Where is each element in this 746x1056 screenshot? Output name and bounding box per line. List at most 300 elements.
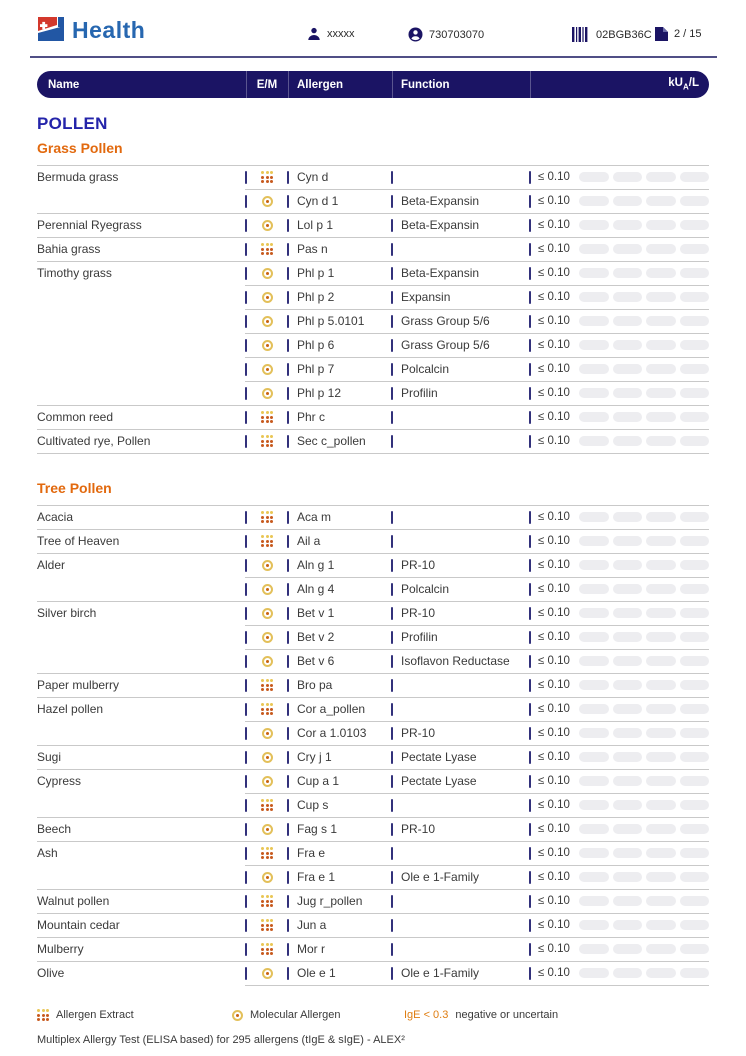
- em-cell: [249, 196, 285, 207]
- column-divider: [287, 195, 289, 208]
- column-divider: [287, 583, 289, 596]
- column-divider: [529, 435, 531, 448]
- row-function: PR-10: [401, 558, 436, 572]
- value-scale: [579, 316, 709, 326]
- column-divider: [245, 871, 247, 884]
- table-row: [37, 769, 709, 793]
- scale-segment: [646, 896, 676, 906]
- molecular-allergen-icon: [232, 1010, 243, 1021]
- allergen-extract-icon: [261, 511, 273, 523]
- row-allergen: Aln g 4: [297, 582, 335, 596]
- em-cell: [249, 679, 285, 691]
- scale-segment: [680, 608, 710, 618]
- table-end-line: [37, 453, 709, 454]
- em-cell: [249, 292, 285, 303]
- column-divider: [391, 967, 393, 980]
- table-row: [37, 577, 709, 601]
- scale-segment: [613, 584, 643, 594]
- row-allergen: Ail a: [297, 534, 321, 548]
- column-divider: [391, 823, 393, 836]
- column-divider: [245, 195, 247, 208]
- column-divider: [391, 559, 393, 572]
- scale-segment: [646, 340, 676, 350]
- em-cell: [249, 799, 285, 811]
- column-divider: [287, 387, 289, 400]
- column-divider: [391, 679, 393, 692]
- scale-segment: [579, 172, 609, 182]
- scale-segment: [613, 728, 643, 738]
- em-cell: [249, 847, 285, 859]
- value-scale: [579, 896, 709, 906]
- column-divider: [245, 943, 247, 956]
- molecular-allergen-icon: [262, 656, 273, 667]
- molecular-allergen-icon: [262, 316, 273, 327]
- table-row: [37, 913, 709, 937]
- scale-segment: [579, 824, 609, 834]
- molecular-allergen-icon: [262, 560, 273, 571]
- value-scale: [579, 608, 709, 618]
- scale-segment: [579, 848, 609, 858]
- em-cell: [249, 411, 285, 423]
- em-cell: [249, 435, 285, 447]
- column-divider: [529, 219, 531, 232]
- column-divider: [391, 535, 393, 548]
- column-divider: [245, 847, 247, 860]
- row-value: ≤ 0.10: [538, 775, 570, 787]
- scale-segment: [680, 824, 710, 834]
- column-divider: [391, 895, 393, 908]
- row-function: PR-10: [401, 606, 436, 620]
- scale-segment: [579, 536, 609, 546]
- header-separator: [530, 71, 531, 98]
- col-allergen: Allergen: [297, 78, 344, 91]
- row-name: Silver birch: [37, 606, 97, 620]
- value-scale: [579, 632, 709, 642]
- column-divider: [391, 511, 393, 524]
- em-cell: [249, 728, 285, 739]
- row-function: Beta-Expansin: [401, 266, 480, 280]
- row-allergen: Phl p 5.0101: [297, 314, 365, 328]
- molecular-allergen-icon: [262, 968, 273, 979]
- section-title: Tree Pollen: [37, 480, 112, 496]
- page-indicator: 2 / 15: [674, 28, 702, 40]
- table-row: [37, 793, 709, 817]
- scale-segment: [646, 512, 676, 522]
- column-divider: [391, 943, 393, 956]
- row-value: ≤ 0.10: [538, 171, 570, 183]
- em-cell: [249, 243, 285, 255]
- molecular-allergen-icon: [262, 776, 273, 787]
- column-divider: [529, 267, 531, 280]
- row-name: Timothy grass: [37, 266, 112, 280]
- column-divider: [287, 919, 289, 932]
- row-value: ≤ 0.10: [538, 607, 570, 619]
- scale-segment: [680, 704, 710, 714]
- molecular-allergen-icon: [262, 292, 273, 303]
- column-divider: [245, 559, 247, 572]
- scale-segment: [680, 872, 710, 882]
- scale-segment: [579, 560, 609, 570]
- em-cell: [249, 703, 285, 715]
- scale-segment: [579, 704, 609, 714]
- column-divider: [245, 535, 247, 548]
- row-allergen: Aca m: [297, 510, 332, 524]
- table-row: [37, 937, 709, 961]
- row-allergen: Cor a 1.0103: [297, 726, 367, 740]
- brand-logo: [37, 15, 145, 43]
- row-value: ≤ 0.10: [538, 655, 570, 667]
- column-divider: [391, 727, 393, 740]
- column-divider: [529, 315, 531, 328]
- scale-segment: [613, 172, 643, 182]
- column-divider: [529, 631, 531, 644]
- table-row: [37, 625, 709, 649]
- scale-segment: [579, 944, 609, 954]
- table-row: [37, 213, 709, 237]
- em-cell: [249, 895, 285, 907]
- legend-ige-note: negative or uncertain: [455, 1009, 559, 1021]
- column-divider: [529, 171, 531, 184]
- column-divider: [287, 411, 289, 424]
- row-name: Tree of Heaven: [37, 534, 120, 548]
- column-divider: [287, 847, 289, 860]
- page-header: [0, 0, 746, 59]
- column-divider: [245, 363, 247, 376]
- scale-segment: [613, 220, 643, 230]
- table-row: [37, 357, 709, 381]
- column-divider: [529, 967, 531, 980]
- report-body: [37, 114, 709, 986]
- table-row: [37, 601, 709, 625]
- row-function: PR-10: [401, 822, 436, 836]
- column-divider: [391, 799, 393, 812]
- scale-segment: [646, 436, 676, 446]
- column-divider: [287, 895, 289, 908]
- scale-segment: [646, 632, 676, 642]
- column-divider: [529, 559, 531, 572]
- row-allergen: Bet v 2: [297, 630, 335, 644]
- row-allergen: Bet v 6: [297, 654, 335, 668]
- scale-segment: [579, 292, 609, 302]
- column-divider: [287, 363, 289, 376]
- value-scale: [579, 412, 709, 422]
- row-name: Cultivated rye, Pollen: [37, 434, 151, 448]
- value-scale: [579, 704, 709, 714]
- column-divider: [529, 919, 531, 932]
- row-allergen: Bet v 1: [297, 606, 335, 620]
- column-divider: [391, 847, 393, 860]
- column-divider: [391, 751, 393, 764]
- patient-id: 730703070: [429, 28, 485, 41]
- scale-segment: [646, 364, 676, 374]
- column-divider: [245, 315, 247, 328]
- scale-segment: [579, 920, 609, 930]
- row-allergen: Sec c_pollen: [297, 434, 366, 448]
- column-divider: [391, 315, 393, 328]
- scale-segment: [613, 436, 643, 446]
- barcode-info: [572, 27, 652, 42]
- scale-segment: [646, 292, 676, 302]
- user-info: [307, 27, 355, 41]
- column-divider: [245, 583, 247, 596]
- scale-segment: [579, 220, 609, 230]
- column-divider: [287, 727, 289, 740]
- em-cell: [249, 824, 285, 835]
- em-cell: [249, 511, 285, 523]
- em-cell: [249, 608, 285, 619]
- row-value: ≤ 0.10: [538, 919, 570, 931]
- scale-segment: [680, 436, 710, 446]
- column-divider: [287, 511, 289, 524]
- row-allergen: Jug r_pollen: [297, 894, 363, 908]
- legend: [37, 1009, 709, 1025]
- value-scale: [579, 800, 709, 810]
- row-name: Hazel pollen: [37, 702, 104, 716]
- column-divider: [529, 895, 531, 908]
- row-function: Ole e 1-Family: [401, 870, 480, 884]
- column-divider: [391, 411, 393, 424]
- scale-segment: [579, 364, 609, 374]
- legend-ige: [404, 1009, 558, 1021]
- row-value: ≤ 0.10: [538, 967, 570, 979]
- legend-extract-label: Allergen Extract: [56, 1009, 134, 1021]
- scale-segment: [646, 680, 676, 690]
- em-cell: [249, 171, 285, 183]
- column-divider: [391, 583, 393, 596]
- header-separator: [392, 71, 393, 98]
- scale-segment: [579, 728, 609, 738]
- row-allergen: Cyn d 1: [297, 194, 339, 208]
- column-divider: [529, 535, 531, 548]
- scale-segment: [680, 968, 710, 978]
- scale-segment: [680, 412, 710, 422]
- scale-segment: [680, 896, 710, 906]
- allergen-extract-icon: [261, 799, 273, 811]
- em-cell: [249, 340, 285, 351]
- scale-segment: [680, 268, 710, 278]
- allergen-extract-icon: [261, 943, 273, 955]
- column-divider: [529, 363, 531, 376]
- row-value: ≤ 0.10: [538, 703, 570, 715]
- value-scale: [579, 920, 709, 930]
- em-cell: [249, 943, 285, 955]
- scale-segment: [579, 632, 609, 642]
- column-divider: [245, 411, 247, 424]
- allergen-extract-icon: [261, 847, 273, 859]
- row-value: ≤ 0.10: [538, 583, 570, 595]
- column-divider: [245, 219, 247, 232]
- scale-segment: [680, 340, 710, 350]
- footer-note: Multiplex Allergy Test (ELISA based) for 295 allergens (tIgE & sIgE) - ALEX²: [37, 1034, 405, 1046]
- value-scale: [579, 680, 709, 690]
- row-allergen: Ole e 1: [297, 966, 336, 980]
- scale-segment: [613, 752, 643, 762]
- row-name: Acacia: [37, 510, 74, 524]
- row-value: ≤ 0.10: [538, 847, 570, 859]
- column-divider: [245, 679, 247, 692]
- scale-segment: [680, 776, 710, 786]
- scale-segment: [680, 920, 710, 930]
- table-row: [37, 745, 709, 769]
- scale-segment: [680, 316, 710, 326]
- scale-segment: [613, 196, 643, 206]
- header-separator: [288, 71, 289, 98]
- column-divider: [245, 823, 247, 836]
- column-divider: [391, 775, 393, 788]
- em-cell: [249, 560, 285, 571]
- row-value: ≤ 0.10: [538, 895, 570, 907]
- table-row: [37, 309, 709, 333]
- table-row: [37, 165, 709, 189]
- scale-segment: [646, 920, 676, 930]
- category-title: POLLEN: [37, 114, 108, 133]
- scale-segment: [579, 436, 609, 446]
- column-divider: [391, 655, 393, 668]
- em-cell: [249, 872, 285, 883]
- value-scale: [579, 944, 709, 954]
- value-scale: [579, 388, 709, 398]
- table-row: [37, 817, 709, 841]
- scale-segment: [579, 896, 609, 906]
- scale-segment: [613, 848, 643, 858]
- column-divider: [391, 195, 393, 208]
- column-divider: [287, 219, 289, 232]
- scale-segment: [646, 196, 676, 206]
- value-scale: [579, 340, 709, 350]
- table-row: [37, 673, 709, 697]
- value-scale: [579, 656, 709, 666]
- table-row: [37, 697, 709, 721]
- table-row: [37, 261, 709, 285]
- logo-n-icon: [37, 15, 65, 43]
- column-divider: [245, 387, 247, 400]
- legend-ige-threshold: IgE < 0.3: [404, 1009, 449, 1021]
- row-function: Grass Group 5/6: [401, 314, 490, 328]
- row-name: Sugi: [37, 750, 62, 764]
- value-scale: [579, 512, 709, 522]
- molecular-allergen-icon: [262, 728, 273, 739]
- scale-segment: [613, 512, 643, 522]
- person-circle-icon: [408, 27, 423, 42]
- molecular-allergen-icon: [262, 632, 273, 643]
- row-allergen: Fra e 1: [297, 870, 336, 884]
- row-allergen: Fag s 1: [297, 822, 338, 836]
- scale-segment: [646, 412, 676, 422]
- row-value: ≤ 0.10: [538, 387, 570, 399]
- column-divider: [245, 703, 247, 716]
- header-separator: [246, 71, 247, 98]
- em-cell: [249, 752, 285, 763]
- row-allergen: Pas n: [297, 242, 328, 256]
- row-value: ≤ 0.10: [538, 871, 570, 883]
- section-table: [37, 165, 709, 453]
- row-value: ≤ 0.10: [538, 679, 570, 691]
- scale-segment: [613, 364, 643, 374]
- scale-segment: [680, 560, 710, 570]
- scale-segment: [613, 268, 643, 278]
- table-row: [37, 505, 709, 529]
- scale-segment: [680, 244, 710, 254]
- row-allergen: Cup a 1: [297, 774, 340, 788]
- scale-segment: [646, 584, 676, 594]
- column-divider: [287, 291, 289, 304]
- column-divider: [529, 943, 531, 956]
- table-row: [37, 237, 709, 261]
- column-divider: [287, 607, 289, 620]
- column-divider: [529, 703, 531, 716]
- row-value: ≤ 0.10: [538, 631, 570, 643]
- column-divider: [529, 727, 531, 740]
- scale-segment: [646, 752, 676, 762]
- row-allergen: Phl p 12: [297, 386, 342, 400]
- value-scale: [579, 968, 709, 978]
- allergen-extract-icon: [261, 535, 273, 547]
- row-allergen: Fra e: [297, 846, 326, 860]
- scale-segment: [680, 292, 710, 302]
- scale-segment: [613, 920, 643, 930]
- row-function: Grass Group 5/6: [401, 338, 490, 352]
- row-name: Ash: [37, 846, 58, 860]
- column-divider: [287, 267, 289, 280]
- scale-segment: [613, 800, 643, 810]
- column-divider: [529, 387, 531, 400]
- table-row: [37, 841, 709, 865]
- scale-segment: [680, 220, 710, 230]
- row-value: ≤ 0.10: [538, 315, 570, 327]
- allergen-extract-icon: [261, 703, 273, 715]
- value-scale: [579, 220, 709, 230]
- scale-segment: [579, 608, 609, 618]
- table-row: [37, 381, 709, 405]
- scale-segment: [646, 848, 676, 858]
- col-name: Name: [48, 78, 80, 91]
- row-value: ≤ 0.10: [538, 823, 570, 835]
- scale-segment: [613, 944, 643, 954]
- row-name: Olive: [37, 966, 65, 980]
- column-divider: [529, 799, 531, 812]
- scale-segment: [646, 656, 676, 666]
- molecular-allergen-icon: [262, 364, 273, 375]
- section-table: [37, 505, 709, 985]
- row-value: ≤ 0.10: [538, 727, 570, 739]
- column-divider: [391, 291, 393, 304]
- column-divider: [391, 703, 393, 716]
- allergen-extract-icon: [261, 679, 273, 691]
- row-value: ≤ 0.10: [538, 535, 570, 547]
- scale-segment: [646, 220, 676, 230]
- scale-segment: [680, 848, 710, 858]
- row-name: Alder: [37, 558, 66, 572]
- value-scale: [579, 196, 709, 206]
- row-value: ≤ 0.10: [538, 363, 570, 375]
- column-divider: [529, 655, 531, 668]
- column-divider: [245, 511, 247, 524]
- em-cell: [249, 364, 285, 375]
- barcode-icon: [572, 27, 590, 42]
- value-scale: [579, 776, 709, 786]
- scale-segment: [646, 560, 676, 570]
- em-cell: [249, 968, 285, 979]
- column-divider: [529, 847, 531, 860]
- column-divider: [391, 871, 393, 884]
- column-divider: [529, 511, 531, 524]
- scale-segment: [579, 680, 609, 690]
- column-divider: [245, 919, 247, 932]
- column-divider: [529, 291, 531, 304]
- column-divider: [245, 775, 247, 788]
- column-divider: [287, 315, 289, 328]
- scale-segment: [680, 364, 710, 374]
